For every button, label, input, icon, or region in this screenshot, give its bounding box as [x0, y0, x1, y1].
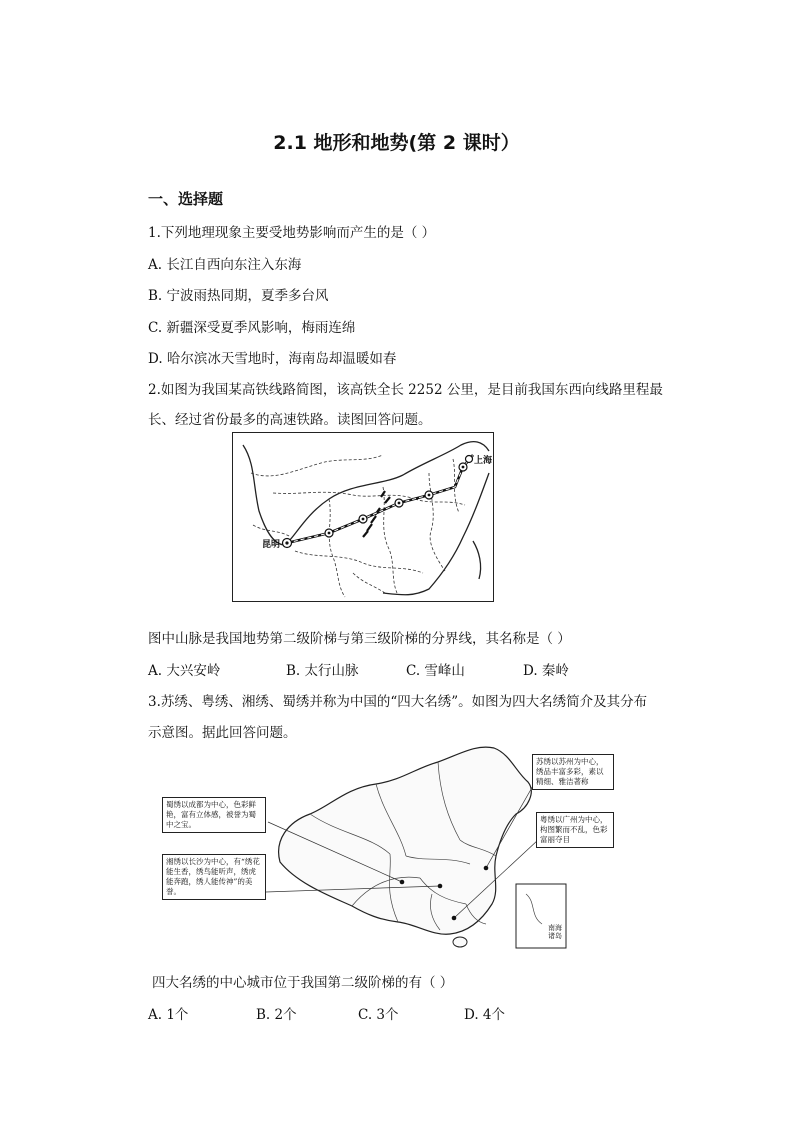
q3-option-d: D. 4个 [464, 1007, 506, 1023]
q2-option-c: C. 雪峰山 [406, 663, 465, 679]
label-kunming: 昆明 [262, 540, 281, 550]
eastern-coast [383, 473, 489, 595]
taiwan-outline [473, 541, 481, 579]
q3-stem-line2: 示意图。据此回答问题。 [148, 725, 297, 741]
page-title: 2.1 地形和地势(第 2 课时） [273, 132, 520, 154]
q2-stem-line2: 长、经过省份最多的高速铁路。读图回答问题。 [148, 412, 432, 428]
q1-stem: 1.下列地理现象主要受地势影响而产生的是（ ） [148, 225, 436, 241]
q3-options [148, 1003, 505, 1023]
q2-options [148, 659, 569, 679]
stations [283, 456, 473, 548]
note-xiang-embroidery: 湘绣以长沙为中心，有“绣花能生香，绣鸟能听声，绣虎能奔跑，绣人能传神”的美誉。 [162, 854, 266, 900]
q2-stem-line1: 2.如图为我国某高铁线路简图，该高铁全长 2252 公里，是目前我国东西向线路里程最 [148, 382, 663, 398]
china-outline [279, 747, 532, 934]
q2-option-b: B. 太行山脉 [286, 663, 359, 679]
q2-option-d: D. 秦岭 [523, 663, 569, 679]
q3-sub-question: 四大名绣的中心城市位于我国第二级阶梯的有（ ） [152, 975, 454, 991]
q3-option-a: A. 1个 [148, 1007, 189, 1023]
railway-line-dashes [287, 455, 473, 543]
q3-option-b: B. 2个 [256, 1007, 297, 1023]
note-shu-embroidery: 蜀绣以成都为中心，色彩鲜艳，富有立体感，被誉为蜀中之宝。 [162, 797, 266, 833]
q1-option-d: D. 哈尔滨冰天雪地时，海南岛却温暖如春 [148, 351, 397, 367]
embroidery-map [166, 744, 614, 954]
station-dots [285, 466, 464, 545]
q1-option-a: A. 长江自西向东注入东海 [148, 257, 302, 273]
province-boundaries [251, 455, 465, 597]
hainan-island [453, 937, 467, 947]
railway-map [232, 432, 494, 602]
q2-option-a: A. 大兴安岭 [148, 663, 221, 679]
q2-sub-question: 图中山脉是我国地势第二级阶梯与第三级阶梯的分界线，其名称是（ ） [148, 631, 571, 647]
q3-stem-line1: 3.苏绣、粤绣、湘绣、蜀绣并称为中国的“四大名绣”。如图为四大名绣简介及其分布 [148, 694, 648, 710]
label-shanghai: 上海 [474, 456, 493, 466]
note-su-embroidery: 苏绣以苏州为中心，绣品丰富多彩，素以精细、雅洁著称 [532, 754, 614, 790]
railway-line [287, 455, 473, 543]
note-yue-embroidery: 粤绣以广州为中心，构图繁而不乱，色彩富丽夺目 [536, 812, 614, 848]
q3-option-c: C. 3个 [358, 1007, 399, 1023]
railway-map-drawing [233, 433, 493, 601]
section-heading: 一、选择题 [148, 190, 224, 208]
q1-option-c: C. 新疆深受夏季风影响，梅雨连绵 [148, 320, 356, 336]
inset-label: 南海诸岛 [548, 924, 562, 940]
q1-option-b: B. 宁波雨热同期，夏季多台风 [148, 288, 329, 304]
